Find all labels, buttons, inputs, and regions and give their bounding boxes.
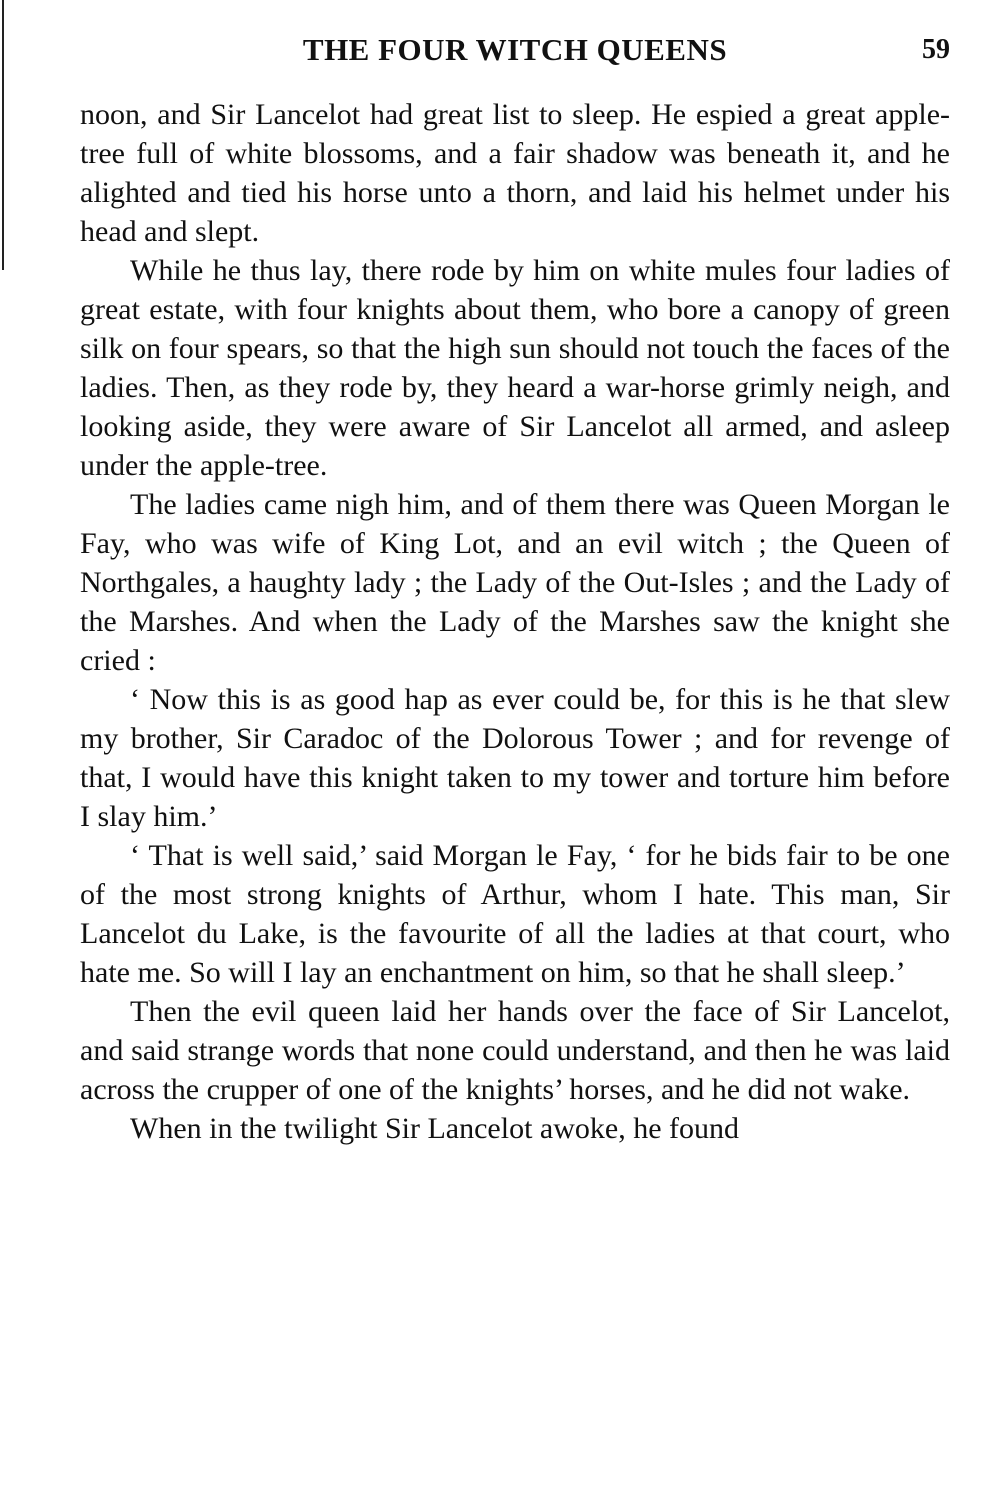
running-title: THE FOUR WITCH QUEENS xyxy=(302,32,728,67)
paragraph-6: Then the evil queen laid her hands over the face of Sir Lancelot, and said strange words that none could understand, and then he was laid across the crupper of one of the knights’ horses, and he did not wake. xyxy=(80,995,950,1106)
paragraph-4: ‘ Now this is as good hap as ever could be, for this is he that slew my brother, Sir Caradoc of the Dolorous Tower ; and for revenge of that, I would have this knight taken to my tower and torture him before I slay him.’ xyxy=(80,683,950,833)
running-head xyxy=(80,28,950,72)
page-edge-rule xyxy=(2,0,4,270)
paragraph-7: When in the twilight Sir Lancelot awoke, he found xyxy=(130,1112,740,1145)
page-body xyxy=(80,95,950,1148)
paragraph-1: noon, and Sir Lancelot had great list to sleep. He espied a great apple-tree full of white blossoms, and a fair shadow was beneath it, and he alighted and tied his horse unto a thorn, and laid his helmet under his head and slept. xyxy=(80,98,950,248)
page-number: 59 xyxy=(922,34,950,65)
paragraph-3: The ladies came nigh him, and of them there was Queen Morgan le Fay, who was wife of King Lot, and an evil witch ; the Queen of Northgales, a haughty lady ; the Lady of the Out-Isles ; and the Lady of the Marshes. And when the Lady of the Marshes saw the knight she cried : xyxy=(80,488,950,677)
paragraph-5: ‘ That is well said,’ said Morgan le Fay, ‘ for he bids fair to be one of the most strong knights of Arthur, whom I hate. This man, Sir Lancelot du Lake, is the favourite of all the ladies at that court, who hate me. So will I lay an enchantment on him, so that he shall sleep.’ xyxy=(80,839,950,989)
paragraph-2: While he thus lay, there rode by him on white mules four ladies of great estate, with four knights about them, who bore a canopy of green silk on four spears, so that the high sun should not touch the faces of the ladies. Then, as they rode by, they heard a war-horse grimly neigh, and looking aside, they were aware of Sir Lancelot all armed, and asleep under the apple-tree. xyxy=(80,254,950,482)
